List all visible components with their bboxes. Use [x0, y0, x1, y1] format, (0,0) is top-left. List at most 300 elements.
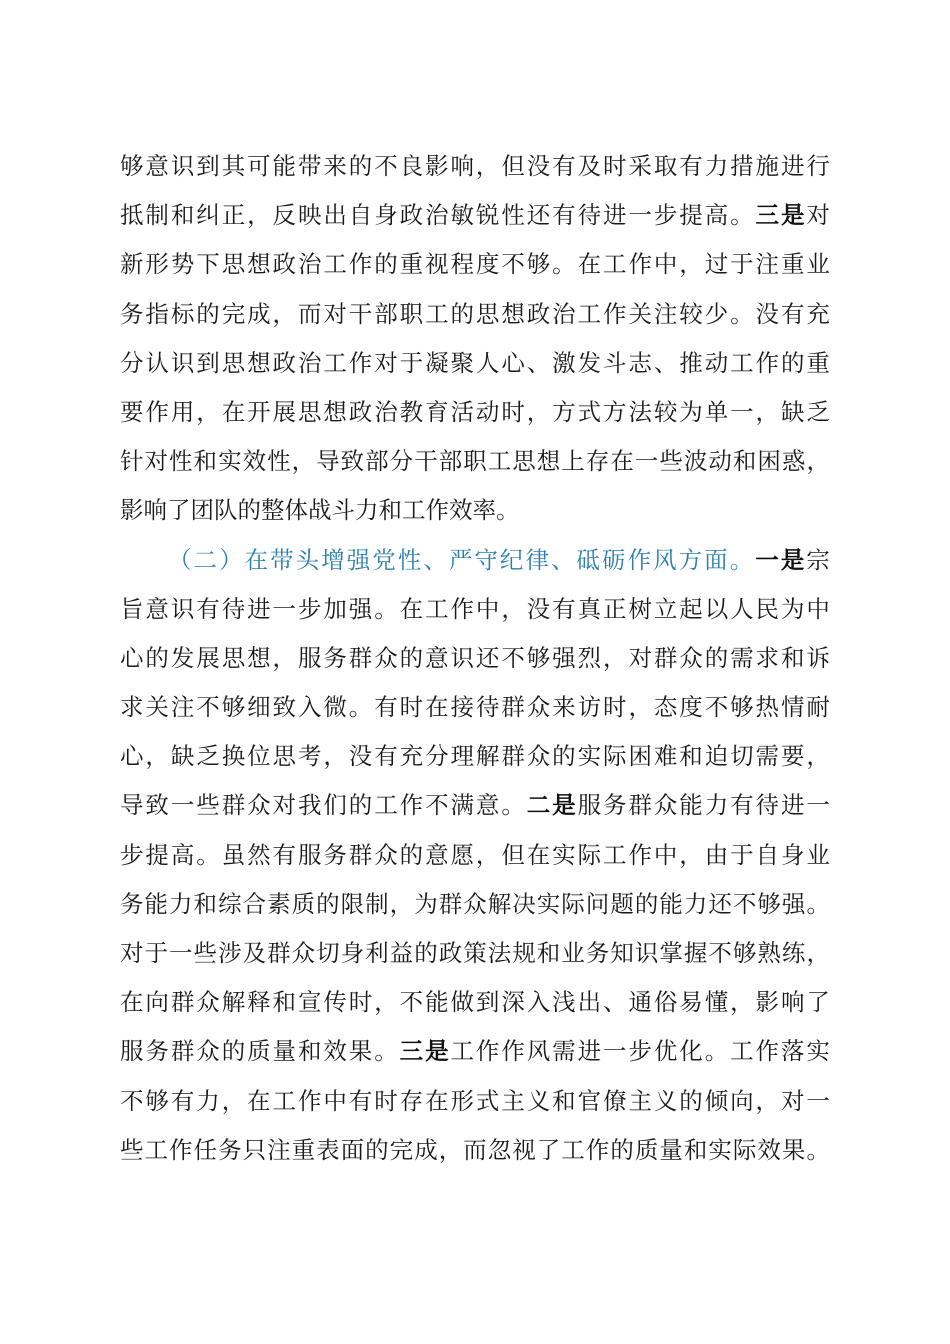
text-char: 作 — [585, 1135, 610, 1164]
text-char: ， — [755, 1086, 780, 1115]
text-char: 聚 — [450, 348, 474, 377]
text-char: 的 — [679, 1086, 703, 1115]
text-char: 解 — [221, 988, 246, 1017]
text-char: 惑 — [781, 447, 806, 476]
section-heading-line — [120, 536, 830, 585]
text-char: 缺 — [780, 397, 805, 426]
text-char: 换 — [221, 742, 246, 771]
text-char: 一 — [603, 1037, 627, 1066]
text-char: 到 — [196, 348, 220, 377]
text-char: 群 — [501, 693, 525, 722]
text-char: 义 — [526, 1086, 551, 1115]
text-char: 通 — [628, 988, 652, 1017]
text-char: 中 — [653, 250, 678, 279]
text-char: 带 — [297, 152, 322, 180]
heading-char: 纪 — [499, 545, 524, 574]
text-char: 实 — [708, 1135, 732, 1164]
text-char: 到 — [475, 988, 500, 1017]
text-char: 作 — [450, 594, 474, 623]
text-char: 度 — [679, 693, 703, 722]
text-char: 其 — [221, 152, 246, 180]
text-char: 关 — [628, 299, 652, 328]
text-char: 重 — [291, 1135, 316, 1164]
text-char: 工 — [425, 299, 449, 328]
text-char: 新 — [120, 250, 144, 279]
text-char: 式 — [577, 397, 602, 426]
heading-char: 律 — [525, 545, 549, 574]
text-char: 中 — [475, 594, 500, 623]
text-char: 际 — [577, 840, 602, 869]
text-char: 高 — [704, 201, 729, 230]
text-char: 意 — [145, 594, 169, 623]
text-char: 主 — [501, 1086, 525, 1115]
text-char: 思 — [221, 643, 246, 672]
text-char: 制 — [365, 889, 389, 918]
text-char: 传 — [323, 988, 347, 1017]
text-char: 有 — [552, 152, 576, 180]
text-char: 们 — [323, 791, 347, 820]
text-line — [120, 240, 830, 289]
text-char: 在 — [610, 447, 634, 476]
text-char: 作 — [169, 1135, 193, 1164]
text-char: 效 — [757, 1135, 781, 1164]
text-line — [120, 1077, 830, 1126]
text-char: 对 — [780, 1086, 805, 1115]
text-char: 部 — [365, 447, 389, 476]
text-char: 。 — [374, 1037, 398, 1066]
text-char: ， — [272, 299, 297, 328]
text-char: 入 — [297, 693, 322, 722]
text-char: 实 — [577, 742, 602, 771]
text-char: 意 — [475, 791, 500, 820]
text-char: 和 — [378, 496, 402, 525]
text-char: 需 — [552, 1037, 576, 1066]
text-char: 于 — [730, 840, 754, 869]
text-char: 不 — [425, 791, 449, 820]
text-char: 想 — [323, 397, 347, 426]
text-char: 下 — [196, 250, 220, 279]
text-char: 的 — [348, 152, 373, 180]
text-char: 够 — [730, 693, 754, 722]
text-char: 完 — [221, 299, 246, 328]
text-line — [120, 1126, 830, 1175]
text-char: 态 — [653, 693, 678, 722]
text-char: 诉 — [806, 643, 830, 672]
text-char: 树 — [628, 594, 652, 623]
text-line — [120, 781, 830, 830]
text-char: 意 — [425, 840, 449, 869]
text-char: 作 — [297, 1086, 322, 1115]
text-char: 了 — [167, 496, 191, 525]
text-char: 。 — [806, 889, 830, 918]
text-char: 规 — [512, 939, 536, 967]
text-char: 量 — [659, 1135, 683, 1164]
text-char: 宗 — [806, 545, 830, 574]
text-char: 的 — [237, 496, 261, 525]
text-char: 政 — [272, 250, 297, 279]
text-char: 影 — [425, 152, 449, 180]
text-char: 工 — [323, 250, 347, 279]
text-char: 由 — [704, 840, 729, 869]
text-char: 和 — [272, 988, 297, 1017]
text-char: 的 — [414, 939, 438, 967]
text-char: 合 — [242, 889, 267, 918]
text-char: 存 — [585, 447, 610, 476]
text-char: 素 — [267, 889, 291, 918]
text-char: 出 — [323, 201, 347, 230]
text-char: 有 — [679, 152, 703, 180]
text-char: 重 — [780, 250, 805, 279]
text-char: 访 — [577, 693, 602, 722]
text-char: 作 — [425, 496, 449, 525]
text-char: 工 — [402, 496, 426, 525]
text-char: 对 — [144, 447, 169, 476]
text-char: 工 — [323, 348, 347, 377]
text-char: 治 — [297, 250, 322, 279]
text-char: 在 — [425, 1086, 449, 1115]
heading-char: 砥 — [576, 545, 600, 574]
text-char: 务 — [145, 1037, 169, 1066]
text-char: 动 — [704, 348, 729, 377]
text-char: 和 — [193, 889, 218, 918]
text-char: 想 — [501, 299, 525, 328]
text-char: 影 — [120, 496, 144, 525]
text-char: 效 — [323, 1037, 347, 1066]
text-char: 不 — [704, 693, 729, 722]
text-char: ， — [323, 742, 347, 771]
text-char: 斗 — [331, 496, 355, 525]
text-char: 真 — [577, 594, 602, 623]
text-char: 来 — [323, 152, 347, 180]
text-char: ， — [196, 397, 220, 426]
text-char: 有 — [730, 791, 754, 820]
text-char: 没 — [526, 594, 551, 623]
text-char: 存 — [399, 1086, 424, 1115]
text-char: 力 — [704, 152, 729, 180]
text-char: ， — [730, 988, 754, 1017]
text-char: 加 — [323, 594, 347, 623]
text-char: 锐 — [475, 201, 500, 230]
text-char: 凝 — [425, 348, 449, 377]
text-char: 自 — [755, 840, 780, 869]
text-char: ， — [272, 643, 297, 672]
text-char: 来 — [552, 693, 576, 722]
text-char: 有 — [196, 594, 220, 623]
text-char: 能 — [659, 889, 683, 918]
text-char: 工 — [603, 840, 627, 869]
text-char: 思 — [221, 250, 246, 279]
heading-char: 面 — [704, 545, 728, 574]
text-char: 时 — [374, 1086, 398, 1115]
text-char: ， — [603, 643, 627, 672]
text-char: 力 — [196, 1086, 220, 1115]
text-char: 的 — [365, 1135, 389, 1164]
text-char: 成 — [247, 299, 271, 328]
text-char: 工 — [425, 594, 449, 623]
text-char: 充 — [399, 742, 424, 771]
text-char: 效 — [242, 447, 267, 476]
text-char: 在 — [221, 397, 246, 426]
text-char: 响 — [143, 496, 167, 525]
text-char: 只 — [242, 1135, 267, 1164]
text-char: 想 — [247, 250, 271, 279]
text-char: 乏 — [806, 397, 830, 426]
text-char: 作 — [145, 397, 169, 426]
text-line — [120, 339, 830, 388]
text-char: 、 — [653, 348, 678, 377]
text-char: 力 — [169, 889, 193, 918]
text-char: 想 — [536, 447, 561, 476]
text-char: 的 — [399, 840, 424, 869]
text-char: 一 — [170, 791, 195, 820]
text-char: 的 — [610, 1135, 634, 1164]
text-char: 做 — [450, 988, 474, 1017]
text-char: 众 — [196, 988, 220, 1017]
text-char: 步 — [297, 594, 322, 623]
heading-char: 性 — [397, 545, 422, 574]
text-line — [120, 290, 830, 339]
text-char: 可 — [247, 152, 271, 180]
emphasis-char: 三 — [755, 201, 780, 230]
text-char: 中 — [806, 594, 830, 623]
text-char: 切 — [316, 939, 340, 967]
text-char: 风 — [526, 1037, 551, 1066]
text-char: 满 — [450, 791, 474, 820]
text-char: 身 — [374, 201, 398, 230]
text-char: 分 — [120, 348, 144, 377]
text-char: 注 — [267, 1135, 291, 1164]
text-char: 认 — [145, 348, 169, 377]
text-char: 。 — [552, 250, 576, 279]
text-char: 时 — [348, 988, 373, 1017]
text-line — [120, 634, 830, 683]
text-char: 发 — [577, 348, 602, 377]
text-char: 但 — [501, 152, 525, 180]
text-char: 待 — [755, 791, 780, 820]
text-char: 务 — [585, 939, 610, 967]
text-char: 作 — [399, 791, 424, 820]
text-char: ， — [526, 397, 551, 426]
text-char: 热 — [755, 693, 780, 722]
text-char: 没 — [348, 742, 373, 771]
text-char: 上 — [561, 447, 585, 476]
text-char: 。 — [730, 201, 754, 230]
text-char: 的 — [552, 742, 576, 771]
text-char: 题 — [610, 889, 634, 918]
text-char: 。 — [196, 840, 220, 869]
text-char: 众 — [679, 643, 703, 672]
text-char: 。 — [501, 791, 525, 820]
text-char: 波 — [683, 447, 708, 476]
text-char: 策 — [463, 939, 487, 967]
text-char: 工 — [577, 299, 602, 328]
text-char: 切 — [730, 742, 754, 771]
text-char: 不 — [120, 1086, 144, 1115]
text-char: 深 — [501, 988, 525, 1017]
text-line — [120, 388, 830, 437]
text-char: 影 — [755, 988, 780, 1017]
text-char: 的 — [704, 643, 729, 672]
heading-char: 严 — [448, 545, 473, 574]
text-char: 导 — [316, 447, 340, 476]
text-char: ， — [221, 1086, 246, 1115]
text-char: 对 — [806, 201, 830, 230]
text-char: 政 — [348, 397, 373, 426]
text-char: 有 — [272, 840, 297, 869]
text-char: ， — [755, 397, 780, 426]
text-char: 实 — [218, 447, 242, 476]
text-line — [120, 437, 830, 486]
text-char: 接 — [450, 693, 474, 722]
text-char: 意 — [425, 643, 449, 672]
text-char: 够 — [221, 693, 246, 722]
text-char: 待 — [577, 201, 602, 230]
text-char: 少 — [704, 299, 729, 328]
text-char: 分 — [389, 447, 414, 476]
text-char: 僚 — [603, 1086, 627, 1115]
text-char: 。 — [374, 594, 398, 623]
text-char: 思 — [475, 299, 500, 328]
text-line — [120, 732, 830, 781]
text-char: 作 — [348, 250, 373, 279]
text-char: 作 — [475, 1037, 500, 1066]
text-char: 职 — [399, 299, 424, 328]
text-char: 浅 — [552, 988, 576, 1017]
text-char: 的 — [634, 889, 659, 918]
text-line — [120, 585, 830, 634]
text-char: 治 — [552, 299, 576, 328]
text-char: 于 — [730, 250, 754, 279]
text-char: 一 — [628, 201, 652, 230]
text-char: 充 — [806, 299, 830, 328]
text-char: 服 — [120, 1037, 144, 1066]
text-char: 向 — [145, 988, 169, 1017]
text-char: 及 — [242, 939, 267, 967]
text-char: 思 — [512, 447, 536, 476]
heading-char: 带 — [270, 545, 294, 574]
text-char: 展 — [196, 643, 220, 672]
text-char: 握 — [683, 939, 708, 967]
text-char: 到 — [196, 152, 220, 180]
text-char: 性 — [501, 201, 525, 230]
text-char: 群 — [170, 1037, 195, 1066]
text-char: 有 — [780, 299, 805, 328]
text-char: 。 — [806, 1135, 830, 1164]
text-char: 果 — [781, 1135, 806, 1164]
text-char: 主 — [628, 1086, 652, 1115]
heading-char: 守 — [474, 545, 498, 574]
text-char: 识 — [170, 348, 195, 377]
text-char: ， — [374, 988, 398, 1017]
text-char: 单 — [704, 397, 729, 426]
text-char: 质 — [247, 1037, 271, 1066]
text-char: ， — [679, 840, 703, 869]
text-char: 在 — [399, 594, 424, 623]
text-char: 治 — [425, 201, 449, 230]
text-char: 群 — [628, 791, 652, 820]
text-char: 的 — [374, 250, 398, 279]
text-char: 掌 — [659, 939, 683, 967]
text-char: 以 — [704, 594, 729, 623]
text-char: 致 — [145, 791, 169, 820]
text-char: 综 — [218, 889, 242, 918]
text-char: 理 — [450, 742, 474, 771]
text-char: 不 — [501, 643, 525, 672]
text-char: 一 — [806, 791, 830, 820]
text-char: 而 — [463, 1135, 487, 1164]
text-char: 对 — [323, 299, 347, 328]
heading-char: 在 — [244, 545, 269, 574]
text-char: ， — [475, 152, 500, 180]
text-char: 倾 — [704, 1086, 729, 1115]
text-char: 还 — [526, 201, 551, 230]
text-line — [120, 683, 830, 732]
text-char: 限 — [340, 889, 365, 918]
text-char: 识 — [450, 643, 474, 672]
text-line — [120, 880, 830, 929]
text-char: ， — [628, 693, 652, 722]
text-char: 强 — [781, 889, 806, 918]
text-char: 没 — [526, 152, 551, 180]
heading-char: 、 — [423, 545, 447, 574]
text-char: 作 — [755, 348, 780, 377]
text-char: 纠 — [196, 201, 220, 230]
text-char: 忽 — [487, 1135, 512, 1164]
text-char: 和 — [780, 643, 805, 672]
text-char: 在 — [247, 1086, 271, 1115]
text-line — [120, 831, 830, 880]
text-char: 考 — [297, 742, 322, 771]
text-char: 时 — [603, 693, 627, 722]
text-char: 注 — [170, 693, 195, 722]
text-char: 还 — [475, 643, 500, 672]
text-char: 工 — [450, 1037, 474, 1066]
text-char: 面 — [340, 1135, 365, 1164]
text-char: 的 — [196, 299, 220, 328]
text-char: 取 — [653, 152, 678, 180]
text-char: 和 — [536, 939, 561, 967]
text-char: 想 — [247, 643, 271, 672]
text-char: 力 — [683, 889, 708, 918]
text-char: 众 — [247, 791, 271, 820]
text-char: 和 — [193, 447, 218, 476]
text-char: 正 — [603, 594, 627, 623]
text-char: 部 — [438, 447, 463, 476]
text-char: 映 — [297, 201, 322, 230]
text-char: 作 — [603, 299, 627, 328]
text-char: 耐 — [806, 693, 830, 722]
text-char: 思 — [272, 742, 297, 771]
text-char: 时 — [603, 152, 627, 180]
text-char: 性 — [267, 447, 291, 476]
text-char: 众 — [374, 840, 398, 869]
text-char: 些 — [120, 1135, 144, 1164]
text-char: 识 — [170, 152, 195, 180]
text-char: 群 — [221, 791, 246, 820]
text-char: 缺 — [170, 742, 195, 771]
text-char: 身 — [780, 840, 805, 869]
text-char: 重 — [806, 348, 830, 377]
text-char: 度 — [475, 250, 500, 279]
text-char: 步 — [120, 840, 144, 869]
emphasis-char: 是 — [425, 1037, 449, 1066]
text-char: ， — [806, 447, 830, 476]
text-char: 行 — [806, 152, 830, 180]
text-char: ， — [389, 889, 414, 918]
heading-char: 二 — [193, 545, 218, 574]
text-char: 够 — [757, 889, 781, 918]
text-char: 一 — [272, 594, 297, 623]
